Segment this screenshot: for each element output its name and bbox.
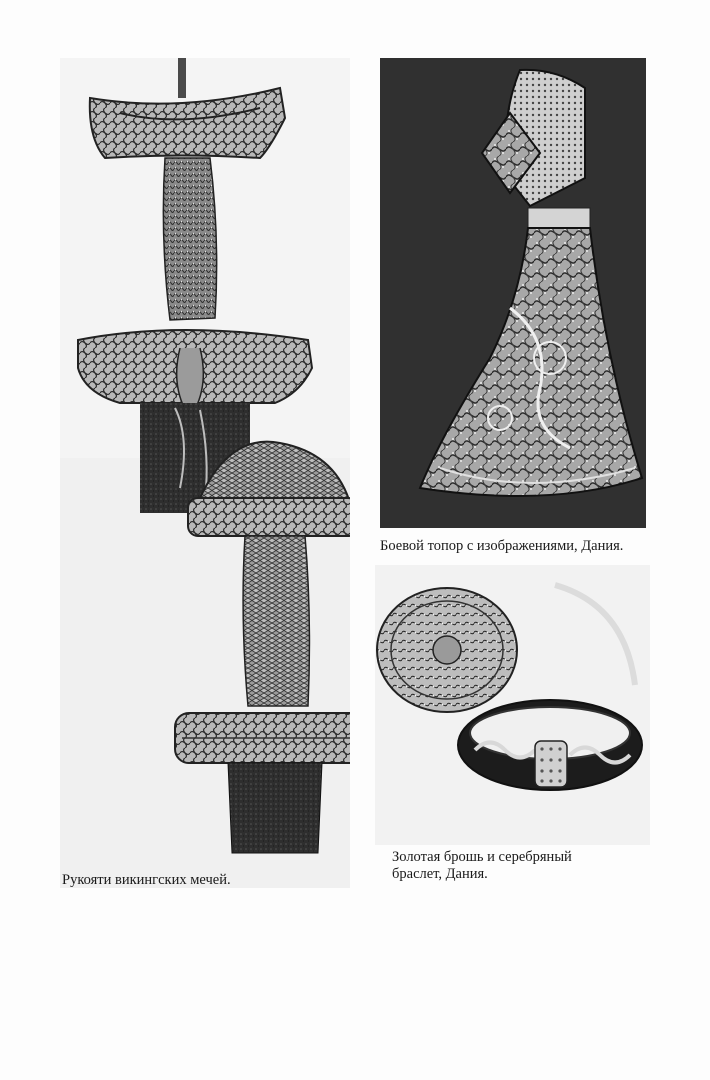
axe-caption: Боевой топор с изображениями, Дания. xyxy=(380,538,624,554)
sword-hilts-photo xyxy=(60,58,350,888)
brooch-caption-line-1: Золотая брошь и серебряный xyxy=(392,849,572,865)
brooch-caption xyxy=(392,849,662,883)
brooch-caption-line-2: браслет, Дания. xyxy=(392,866,488,882)
brooch-bracelet-photo xyxy=(375,565,650,845)
swords-caption: Рукояти викингских мечей. xyxy=(62,872,231,888)
battle-axe-photo xyxy=(380,58,646,528)
